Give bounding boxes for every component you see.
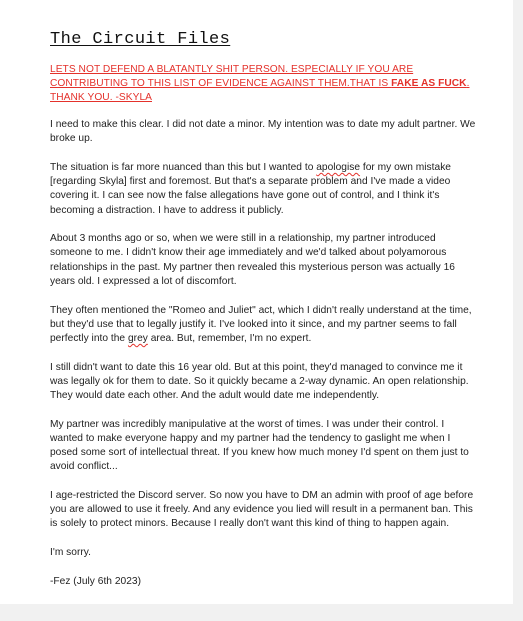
notice-text-end: . THANK YOU. -SKYLA [50,78,470,103]
paragraph-4-text: They often mentioned the "Romeo and Juliet" act, which I didn't really understand at the time, but they'd use that to legally justify it. I've looked into it since, and my partner seems to fall perfectly into the [50,304,472,344]
paragraph-3: About 3 months ago or so, when we were still in a relationship, my partner introduced someone to me. I didn't know their age immediately and we'd talked about polyamorous relationships in the past. My partner then revealed this mysterious person was actually 16 years old. I expressed a lot of discomfort. [50,233,455,287]
paragraph-4 [50,304,477,347]
spellcheck-word: grey [127,332,148,344]
document-title: The Circuit Files [50,30,231,49]
notice-bold-text: FAKE AS FUCK [391,78,467,89]
paragraph-5: I still didn't want to date this 16 year old. But at this point, they'd managed to convince me it was legally ok for them to date. So it quickly became a 2-way dynamic. An open relationship. They would date each other. And the adult would date me independently. [50,361,469,402]
paragraph-7: I age-restricted the Discord server. So now you have to DM an admin with proof of age before you are allowed to use it freely. And any evidence you lied will result in a permanent ban. This is solely to protect minors. Because I really don't want this kind of thing to happen again. [50,490,474,530]
paragraph-apology: I'm sorry. [50,547,92,559]
paragraph-2 [50,161,477,218]
paragraph-2-text-end: for my own mistake [regarding Skyla] first and foremost. But that's a separate problem and I've made a video covering it. I can see now the false allegations have gone out of control, and I think it's becoming a distraction. I have to address it publicly. [50,161,451,216]
paragraph-1: I need to make this clear. I did not date a minor. My intention was to date my adult partner. We broke up. [50,119,476,145]
paragraph-6: My partner was incredibly manipulative at the worst of times. I was under their control. I wanted to make everyone happy and my partner had the tendency to gaslight me when I posed some sort of intellectual threat. If you knew how much money I'd spent on them just to avoid conflict... [50,418,469,473]
notice-text: LETS NOT DEFEND A BLATANTLY SHIT PERSON. ESPECIALLY IF YOU ARE CONTRIBUTING TO THIS LIST OF EVIDENCE AGAINST THEM.THAT IS [50,64,414,89]
red-notice [50,63,477,105]
spellcheck-word: apologise [316,161,361,173]
paragraph-2-text: The situation is far more nuanced than this but I wanted to [50,161,317,173]
signature: -Fez (July 6th 2023) [50,575,141,587]
paragraph-4-text-end: area. But, remember, I'm no expert. [147,332,312,344]
